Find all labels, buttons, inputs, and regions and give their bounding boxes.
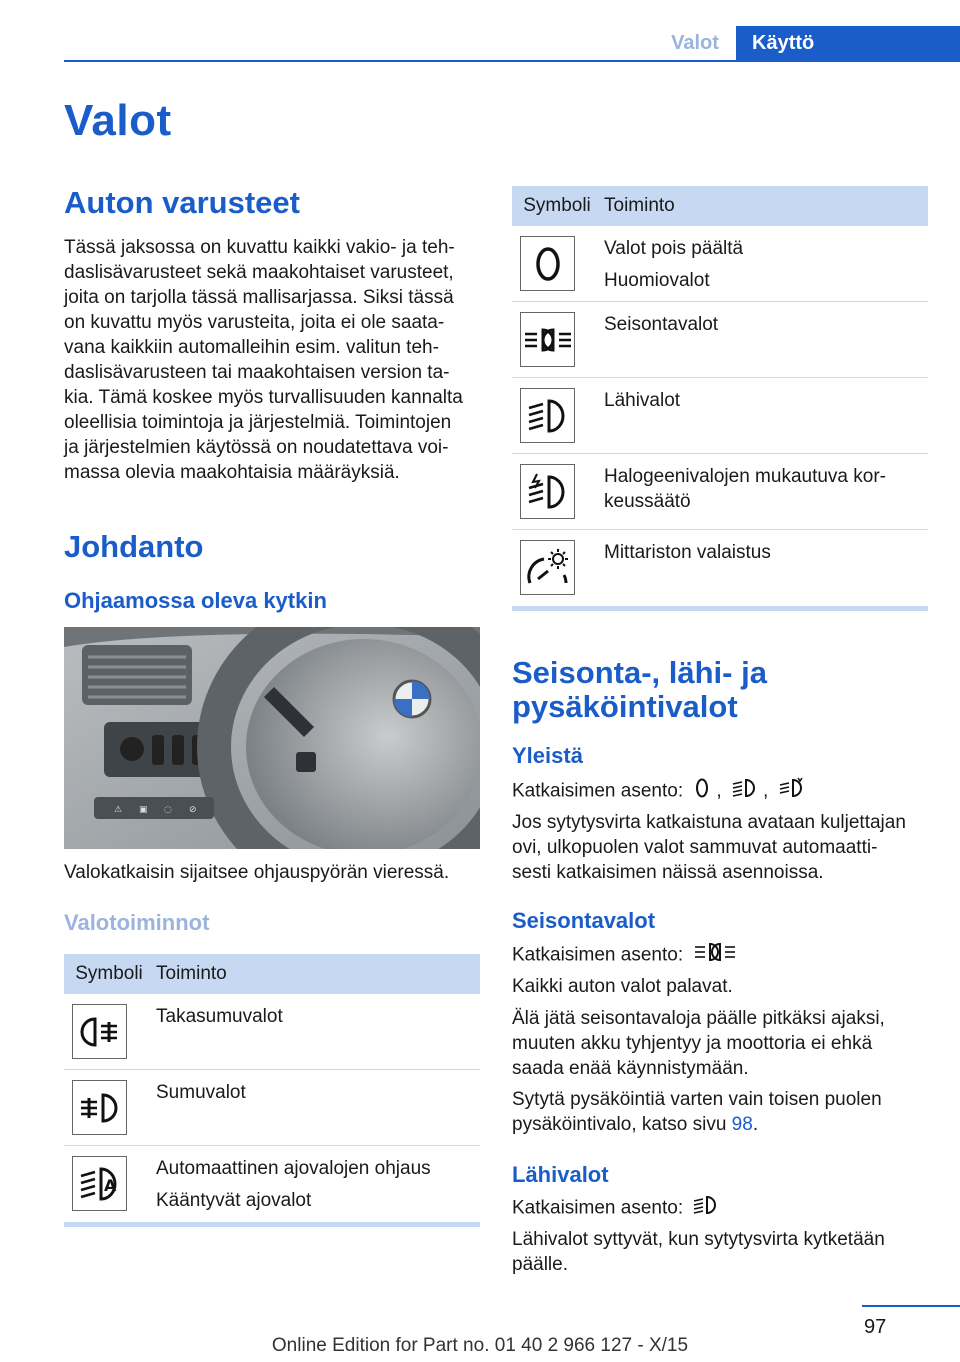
table-row: Valot pois päältä Huomiovalot [512, 226, 928, 302]
table-row: Lähivalot [512, 378, 928, 454]
heading-switch: Ohjaamossa oleva kytkin [64, 588, 327, 613]
instrument-lighting-icon [520, 540, 575, 595]
table-row: Seisontavalot [512, 302, 928, 378]
heading-parking: Seisontavalot [512, 908, 656, 933]
table-header: Symboli Toiminto [512, 186, 928, 226]
light-switch-table [512, 186, 928, 611]
parking-lights-icon [692, 941, 738, 970]
table-row: Mittariston valaistus [512, 530, 928, 606]
paragraph-general: Jos sytytysvirta katkaistuna avataan kuljettajan ovi, ulkopuolen valot sammuvat automaatti- sesti katkaisimen näissä asennoissa. [512, 812, 906, 883]
paragraph-parking-2: Älä jätä seisontavaloja päälle pitkäksi ajaksi, muuten akku tyhjentyy ja moottoria ei ehkä saada enää käynnistymään. [512, 1008, 885, 1079]
paragraph-equipment: Tässä jaksossa on kuvattu kaikki vakio- ja teh- daslisävarusteet sekä maakohtaiset varusteet, joita on tarjolla tässä mallisarjassa. Siksi tässä on kuvattu myös varusteita, joita ei ole saata- vana kaikkiin automalleihin esim. valitun teh- daslisävarusteen tai maakohtaisen version ta- kia. Tämä koskee myös turvallisuuden kannalta oleellisia toimintoja ja järjestelmiä. Toimintojen ja järjestelmien käytössä on noudatettava voi- massa olevia maakohtaisia määräyksiä. [64, 237, 463, 483]
heading-intro: Johdanto [64, 529, 204, 564]
footer-divider [862, 1305, 960, 1307]
front-fog-light-icon [72, 1080, 127, 1135]
paragraph-parking-3: Sytytä pysäköintiä varten vain toisen puolen pysäköintivalo, katso sivu 98. [512, 1089, 882, 1135]
light-functions-table [64, 954, 480, 1227]
svg-text:⊘: ⊘ [189, 805, 197, 815]
photo-caption: Valokatkaisin sijaitsee ohjauspyörän vieressä. [64, 862, 450, 883]
heading-lights-section: Seisonta-, lähi- ja pysäköintivalot [512, 655, 767, 724]
low-beam-icon [520, 388, 575, 443]
svg-text:◌: ◌ [164, 805, 172, 815]
low-beam-icon [692, 1194, 720, 1223]
adaptive-range-icon [520, 464, 575, 519]
header-divider [64, 60, 960, 62]
heading-general: Yleistä [512, 743, 583, 768]
page-number: 97 [864, 1316, 887, 1338]
header-section: Valot [671, 32, 719, 54]
heading-low-beam: Lähivalot [512, 1162, 609, 1187]
lights-off-icon [692, 777, 712, 806]
low-beam-switch-position: Katkaisimen asento: [512, 1194, 724, 1223]
rear-fog-light-icon [72, 1004, 127, 1059]
paragraph-low-beam: Lähivalot syttyvät, kun sytytysvirta kytketään päälle. [512, 1229, 885, 1275]
header-chapter: Käyttö [736, 26, 960, 62]
table-row: Sumuvalot [64, 1070, 480, 1146]
parking-lights-icon [520, 312, 575, 367]
lights-off-icon [520, 236, 575, 291]
page-link-98[interactable]: 98 [731, 1114, 753, 1135]
table-header: Symboli Toiminto [64, 954, 480, 994]
svg-text:▣: ▣ [139, 805, 148, 815]
heading-functions: Valotoiminnot [64, 910, 210, 935]
auto-headlight-icon [72, 1156, 127, 1211]
edition-footer: Online Edition for Part no. 01 40 2 966 127 - X/15 [271, 1335, 689, 1356]
parking-switch-position: Katkaisimen asento: [512, 941, 742, 970]
table-row: Halogeenivalojen mukautuva kor- keussäätö [512, 454, 928, 530]
heading-equipment: Auton varusteet [64, 185, 300, 220]
dashboard-photo [64, 627, 480, 849]
general-switch-position: Katkaisimen asento: , , [512, 777, 810, 806]
svg-text:A: A [104, 1175, 117, 1195]
auto-headlight-icon [778, 777, 806, 806]
paragraph-parking-1: Kaikki auton valot palavat. [512, 976, 733, 997]
table-row: A Automaattinen ajovalojen ohjaus Kääntyvät ajovalot [64, 1146, 480, 1222]
table-row: Takasumuvalot [64, 994, 480, 1070]
low-beam-icon [731, 777, 759, 806]
svg-text:⚠: ⚠ [114, 805, 123, 815]
page-title: Valot [64, 96, 172, 145]
